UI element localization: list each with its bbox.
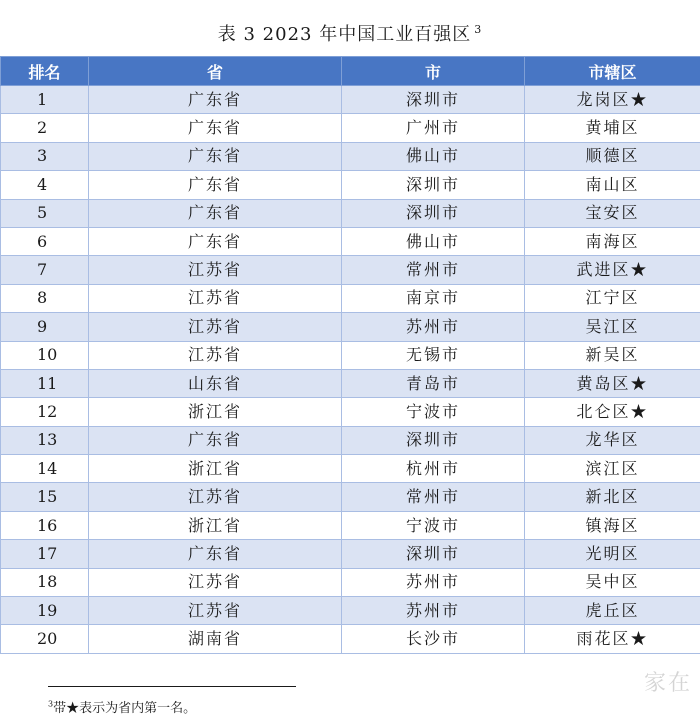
cell-rank: 19: [1, 597, 89, 625]
table-caption: [0, 20, 700, 46]
cell-rank: 5: [1, 199, 89, 227]
cell-rank: 13: [1, 426, 89, 454]
cell-district: 光明区: [525, 540, 700, 568]
cell-rank: 10: [1, 341, 89, 369]
table-row: [1, 86, 700, 114]
cell-city: 深圳市: [342, 171, 525, 199]
cell-district: 吴江区: [525, 313, 700, 341]
table-row: [1, 426, 700, 454]
cell-province: 广东省: [89, 171, 342, 199]
cell-district: 黄岛区★: [525, 369, 700, 397]
table-row: [1, 540, 700, 568]
cell-city: 宁波市: [342, 511, 525, 539]
header-rank: 排名: [1, 57, 89, 86]
cell-rank: 20: [1, 625, 89, 653]
cell-district: 龙华区: [525, 426, 700, 454]
cell-district: 南山区: [525, 171, 700, 199]
cell-province: 浙江省: [89, 511, 342, 539]
cell-province: 浙江省: [89, 455, 342, 483]
cell-district: 武进区★: [525, 256, 700, 284]
cell-city: 常州市: [342, 256, 525, 284]
cell-district: 新吴区: [525, 341, 700, 369]
cell-province: 江苏省: [89, 568, 342, 596]
table-row: [1, 625, 700, 653]
cell-district: 虎丘区: [525, 597, 700, 625]
header-district: 市辖区: [525, 57, 700, 86]
cell-province: 江苏省: [89, 313, 342, 341]
cell-province: 广东省: [89, 114, 342, 142]
cell-city: 深圳市: [342, 86, 525, 114]
cell-rank: 12: [1, 398, 89, 426]
table-body: [1, 86, 700, 654]
cell-city: 佛山市: [342, 227, 525, 255]
cell-city: 常州市: [342, 483, 525, 511]
cell-rank: 17: [1, 540, 89, 568]
table-header: [1, 57, 700, 86]
cell-rank: 11: [1, 369, 89, 397]
cell-city: 苏州市: [342, 313, 525, 341]
cell-rank: 18: [1, 568, 89, 596]
cell-district: 吴中区: [525, 568, 700, 596]
caption-text: 表 3 2023 年中国工业百强区: [217, 24, 472, 45]
cell-rank: 16: [1, 511, 89, 539]
cell-district: 新北区: [525, 483, 700, 511]
table-row: [1, 142, 700, 170]
cell-province: 广东省: [89, 540, 342, 568]
cell-city: 长沙市: [342, 625, 525, 653]
cell-province: 广东省: [89, 142, 342, 170]
table-row: [1, 511, 700, 539]
footnote-text: 带★表示为省内第一名。: [53, 701, 197, 716]
cell-city: 杭州市: [342, 455, 525, 483]
cell-city: 苏州市: [342, 568, 525, 596]
cell-district: 滨江区: [525, 455, 700, 483]
cell-district: 顺德区: [525, 142, 700, 170]
caption-footnote-ref: 3: [474, 23, 483, 36]
cell-district: 北仑区★: [525, 398, 700, 426]
cell-rank: 7: [1, 256, 89, 284]
cell-district: 龙岗区★: [525, 86, 700, 114]
cell-district: 宝安区: [525, 199, 700, 227]
cell-province: 广东省: [89, 199, 342, 227]
cell-district: 南海区: [525, 227, 700, 255]
footnote: [48, 697, 196, 716]
table-row: [1, 284, 700, 312]
table-row: [1, 341, 700, 369]
cell-rank: 14: [1, 455, 89, 483]
cell-province: 广东省: [89, 426, 342, 454]
industrial-district-ranking-table: [0, 56, 700, 654]
cell-rank: 2: [1, 114, 89, 142]
cell-province: 江苏省: [89, 341, 342, 369]
cell-province: 湖南省: [89, 625, 342, 653]
cell-province: 广东省: [89, 86, 342, 114]
cell-city: 南京市: [342, 284, 525, 312]
cell-city: 宁波市: [342, 398, 525, 426]
cell-rank: 15: [1, 483, 89, 511]
cell-province: 江苏省: [89, 256, 342, 284]
header-city: 市: [342, 57, 525, 86]
table-row: [1, 199, 700, 227]
watermark-logo: 家在: [643, 671, 692, 696]
cell-province: 江苏省: [89, 284, 342, 312]
table-row: [1, 256, 700, 284]
cell-rank: 9: [1, 313, 89, 341]
table-row: [1, 114, 700, 142]
table-row: [1, 398, 700, 426]
table-row: [1, 313, 700, 341]
cell-province: 江苏省: [89, 597, 342, 625]
cell-city: 深圳市: [342, 199, 525, 227]
table-row: [1, 455, 700, 483]
cell-city: 广州市: [342, 114, 525, 142]
table-row: [1, 483, 700, 511]
header-row: [1, 57, 700, 86]
cell-district: 镇海区: [525, 511, 700, 539]
cell-rank: 8: [1, 284, 89, 312]
cell-rank: 3: [1, 142, 89, 170]
table-row: [1, 568, 700, 596]
cell-rank: 4: [1, 171, 89, 199]
cell-city: 青岛市: [342, 369, 525, 397]
footnote-divider: [48, 686, 296, 687]
cell-rank: 1: [1, 86, 89, 114]
table-row: [1, 369, 700, 397]
cell-city: 深圳市: [342, 540, 525, 568]
cell-city: 佛山市: [342, 142, 525, 170]
cell-province: 江苏省: [89, 483, 342, 511]
cell-district: 江宁区: [525, 284, 700, 312]
cell-rank: 6: [1, 227, 89, 255]
header-province: 省: [89, 57, 342, 86]
table-row: [1, 171, 700, 199]
cell-city: 无锡市: [342, 341, 525, 369]
cell-province: 浙江省: [89, 398, 342, 426]
table-row: [1, 597, 700, 625]
footnote-ref: 3: [48, 699, 54, 709]
cell-province: 广东省: [89, 227, 342, 255]
table-row: [1, 227, 700, 255]
cell-district: 黄埔区: [525, 114, 700, 142]
cell-city: 苏州市: [342, 597, 525, 625]
cell-city: 深圳市: [342, 426, 525, 454]
cell-province: 山东省: [89, 369, 342, 397]
cell-district: 雨花区★: [525, 625, 700, 653]
